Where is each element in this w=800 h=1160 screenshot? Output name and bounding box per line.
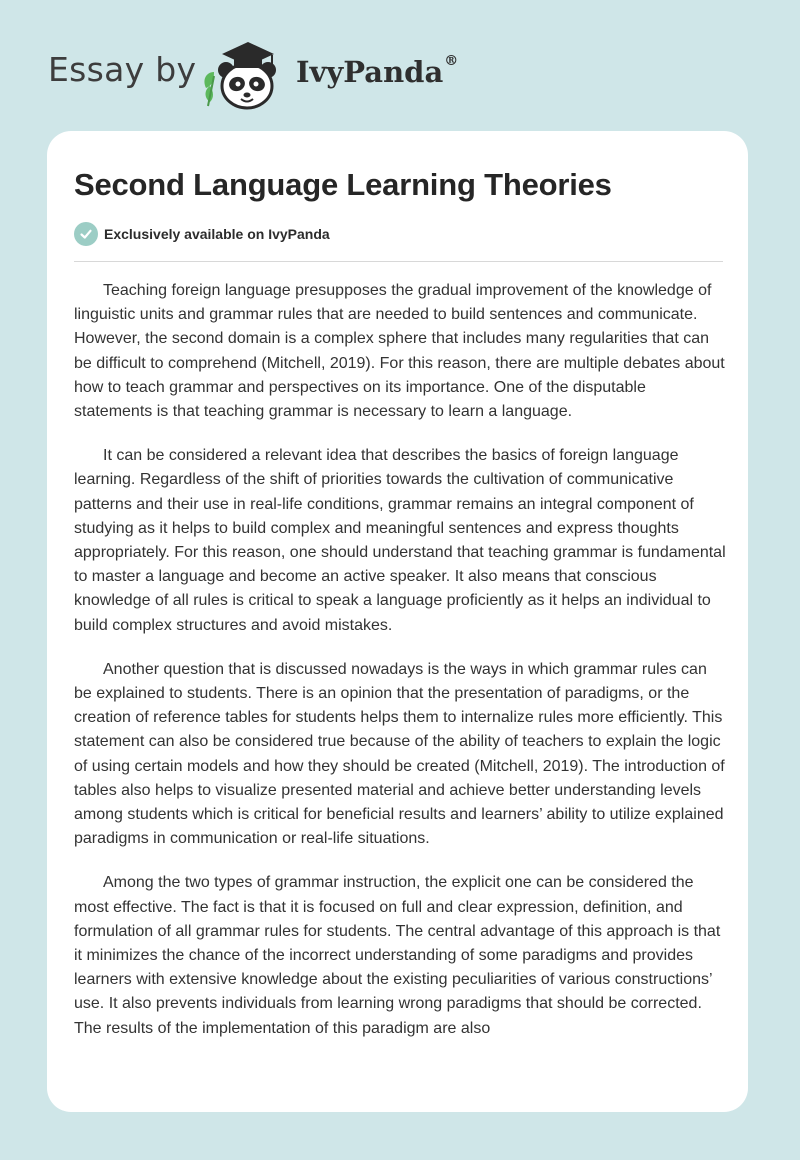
panda-logo-icon[interactable] [200, 36, 292, 110]
paragraph: Another question that is discussed nowadays is the ways in which grammar rules can be explained to students. There is an opinion that the presentation of paradigms, or the creation of reference tables for students helps them to internalize rules more efficiently. This statement can also be considered true because of the ability of teachers to explain the logic of using certain models and how they should be created (Mitchell, 2019). The introduction of tables also helps to visualize presented material and achieve better understanding levels among students which is critical for beneficial results and learners’ ability to utilize explained paradigms in communication or real-life situations. [74, 660, 725, 848]
paragraph: Among the two types of grammar instruction, the explicit one can be considered the most effective. The fact is that it is focused on full and clear expression, definition, and formulation of all grammar rules for students. The central advantage of this approach is that it minimizes the chance of the incorrect understanding of some paradigms and provides learners with extensive knowledge about the existing peculiarities of various constructions’ use. It also prevents individuals from learning wrong paradigms that should be corrected. The results of the implementation of this paradigm are also [74, 874, 721, 1037]
site-header [0, 0, 800, 130]
exclusive-badge [74, 222, 330, 246]
paragraph: It can be considered a relevant idea that describes the basics of foreign language learning. Regardless of the shift of priorities towards the cultivation of communicative patterns and their use in real-life conditions, grammar remains an integral component of studying as it helps to build complex and meaningful sentences and express thoughts appropriately. For this reason, one should understand that teaching grammar is fundamental to master a language and become an active speaker. It also means that conscious knowledge of all rules is critical to speak a language proficiently as it helps an individual to build complex structures and avoid mistakes. [74, 447, 726, 634]
page-title: Second Language Learning Theories [74, 167, 612, 202]
essay-by-label: Essay by [48, 50, 197, 89]
essay-card [47, 131, 748, 1112]
registered-mark: ® [444, 53, 459, 69]
divider [74, 261, 723, 262]
paragraph: Teaching foreign language presupposes the gradual improvement of the knowledge of linguistic units and grammar rules that are needed to build sentences and communicate. However, the second domain is a complex sphere that includes many regularities that can be difficult to comprehend (Mitchell, 2019). For this reason, there are multiple debates about how to teach grammar and perspectives on its importance. One of the disputable statements is that teaching grammar is necessary to learn a language. [74, 282, 725, 421]
check-circle-icon [74, 222, 98, 246]
brand-name[interactable]: IvyPanda® [296, 53, 459, 89]
essay-body [74, 279, 726, 1079]
exclusive-badge-label: Exclusively available on IvyPanda [104, 226, 330, 242]
